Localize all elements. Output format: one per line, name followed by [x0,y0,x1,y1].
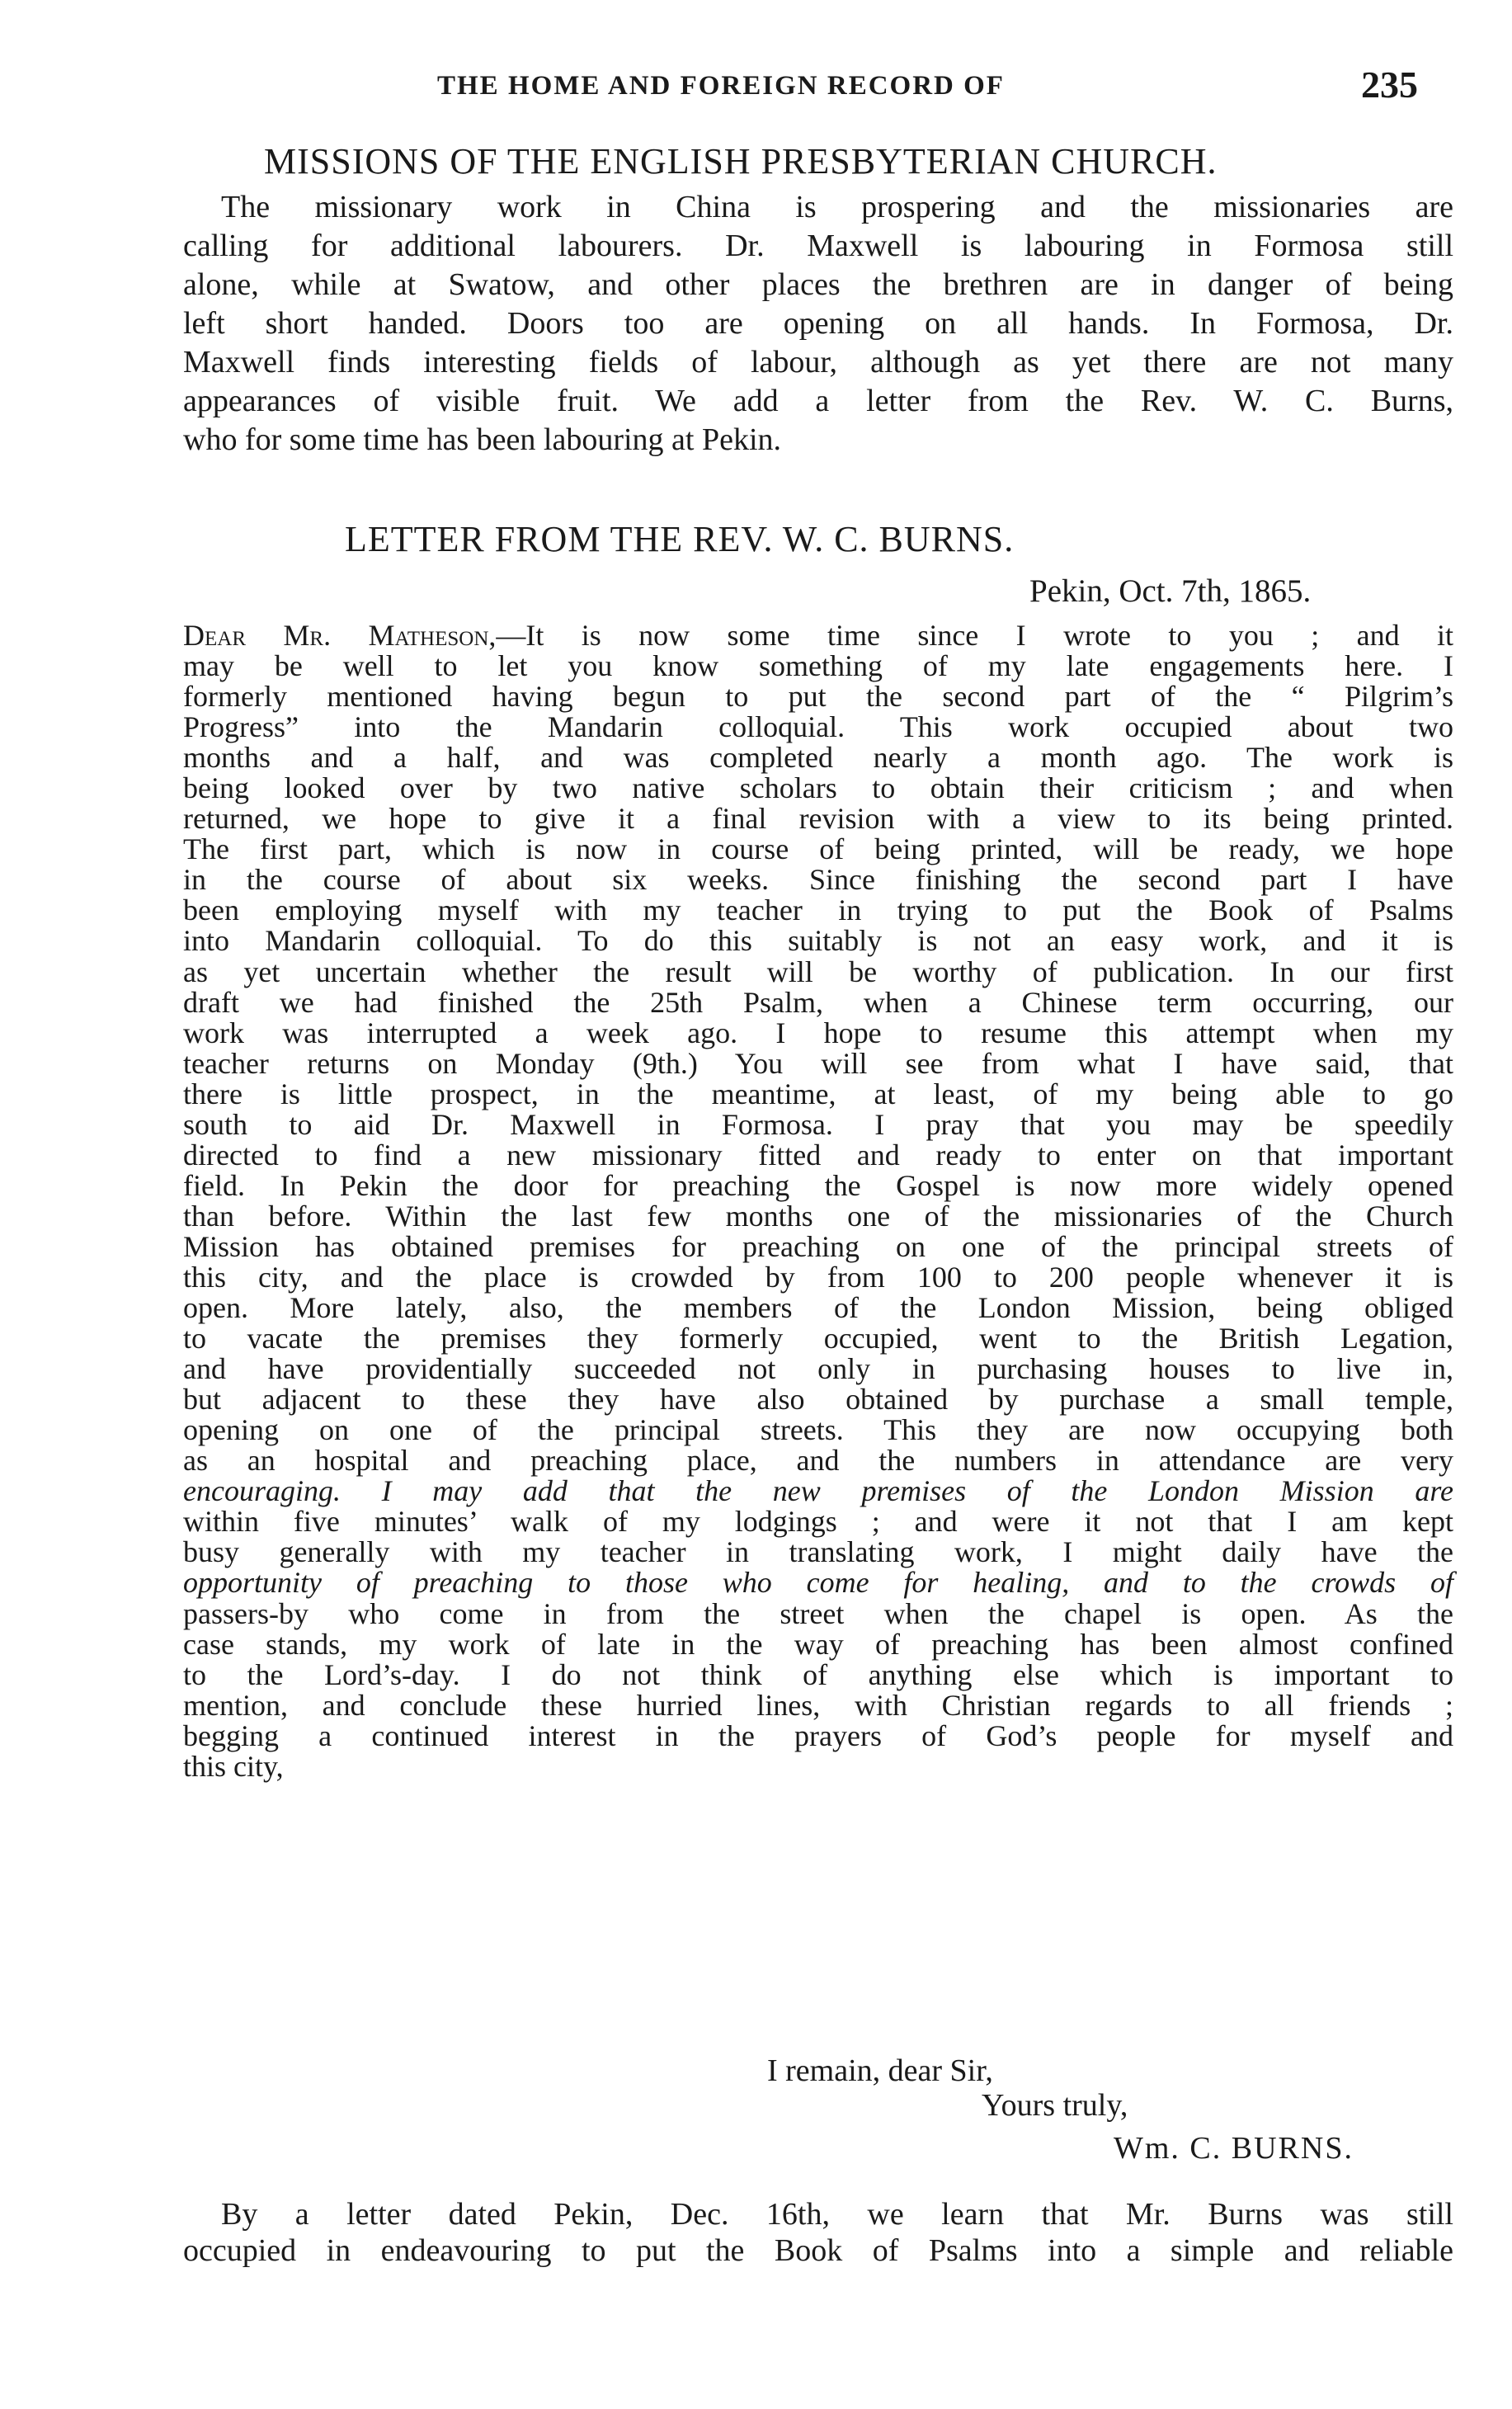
letter-line: directed to find a new missionary fitted and ready to enter on that important [183,1138,1453,1172]
letter-line: within five minutes’ walk of my lodgings ; and were it not that I am kept [183,1505,1453,1539]
letter-line: this city, [183,1749,284,1783]
section-heading: MISSIONS OF THE ENGLISH PRESBYTERIAN CHURCH. [264,141,1218,182]
intro-line: Maxwell finds interesting fields of labour, although as yet there are not many [183,345,1453,380]
closing-paragraph-line: By a letter dated Pekin, Dec. 16th, we learn that Mr. Burns was still [221,2197,1453,2232]
letter-line: to the Lord’s-day. I do not think of anything else which is important to [183,1657,1453,1691]
letter-dateline: Pekin, Oct. 7th, 1865. [1029,573,1312,609]
letter-line: in the course of about six weeks. Since finishing the second part I have [183,863,1453,897]
letter-line: being looked over by two native scholars to obtain their criticism ; and when [183,771,1453,805]
letter-line: opening on one of the principal streets. This they are now occupying both [183,1413,1453,1447]
letter-line: Progress” into the Mandarin colloquial. This work occupied about two [183,710,1453,744]
letter-line: months and a half, and was completed nearly a month ago. The work is [183,741,1453,775]
letter-line: formerly mentioned having begun to put the second part of the “ Pilgrim’s [183,680,1453,714]
letter-line: been employing myself with my teacher in trying to put the Book of Psalms [183,893,1453,927]
letter-line: encouraging. I may add that the new premises of the London Mission are [183,1474,1453,1508]
letter-line: busy generally with my teacher in translating work, I might daily have the [183,1535,1453,1569]
intro-line: left short handed. Doors too are opening on all hands. In Formosa, Dr. [183,306,1453,341]
letter-line: mention, and conclude these hurried lines, with Christian regards to all friends ; [183,1688,1453,1722]
letter-line: draft we had finished the 25th Psalm, when a Chinese term occurring, our [183,985,1453,1019]
intro-line: calling for additional labourers. Dr. Maxwell is labouring in Formosa still [183,229,1453,263]
letter-closing: I remain, dear Sir, [767,2053,993,2088]
letter-line: The first part, which is now in course of being printed, will be ready, we hope [183,832,1453,866]
letter-line: than before. Within the last few months one of the missionaries of the Church [183,1199,1453,1233]
intro-line: who for some time has been labouring at Pekin. [183,422,782,457]
letter-line-text: —It is now some time since I wrote to you ; and it [496,619,1453,652]
letter-line: south to aid Dr. Maxwell in Formosa. I pray that you may be speedily [183,1107,1453,1141]
letter-line: teacher returns on Monday (9th.) You will see from what I have said, that [183,1046,1453,1080]
letter-salutation: Dear Mr. Matheson, [183,619,497,652]
letter-line: passers-by who come in from the street when the chapel is open. As the [183,1596,1453,1630]
intro-line: The missionary work in China is prospering and the missionaries are [221,190,1453,224]
letter-body [183,620,1453,1782]
letter-line: and have providentially succeeded not only in purchasing houses to live in, [183,1352,1453,1386]
letter-valediction: Yours truly, [982,2088,1128,2123]
letter-line: field. In Pekin the door for preaching the Gospel is now more widely opened [183,1168,1453,1202]
letter-line: but adjacent to these they have also obtained by purchase a small temple, [183,1383,1453,1417]
letter-line: case stands, my work of late in the way of preaching has been almost confined [183,1627,1453,1661]
letter-line: this city, and the place is crowded by from 100 to 200 people whenever it is [183,1260,1453,1294]
closing-paragraph [183,2196,1453,2269]
letter-line: opportunity of preaching to those who come for healing, and to the crowds of [183,1566,1453,1600]
running-head: THE HOME AND FOREIGN RECORD OF [437,71,1005,101]
intro-line: alone, while at Swatow, and other places the brethren are in danger of being [183,267,1453,302]
letter-line: returned, we hope to give it a final revision with a view to its being printed. [183,802,1453,836]
letter-line: to vacate the premises they formerly occupied, went to the British Legation, [183,1322,1453,1355]
letter-line: work was interrupted a week ago. I hope to resume this attempt when my [183,1016,1453,1049]
intro-line: appearances of visible fruit. We add a letter from the Rev. W. C. Burns, [183,384,1453,418]
letter-line: may be well to let you know something of my late engagements here. I [183,649,1453,683]
intro-paragraph [183,188,1453,460]
letter-signature: Wm. C. BURNS. [1114,2131,1354,2166]
letter-line: Mission has obtained premises for preaching on one of the principal streets of [183,1229,1453,1263]
letter-line: there is little prospect, in the meantime, at least, of my being able to go [183,1077,1453,1110]
letter-line: into Mandarin colloquial. To do this suitably is not an easy work, and it is [183,924,1453,958]
letter-line: as yet uncertain whether the result will be worthy of publication. In our first [183,955,1453,988]
closing-paragraph-line: occupied in endeavouring to put the Book of Psalms into a simple and reliable [183,2233,1453,2268]
letter-line: as an hospital and preaching place, and the numbers in attendance are very [183,1444,1453,1478]
letter-line: begging a continued interest in the prayers of God’s people for myself and [183,1718,1453,1752]
letter-title: LETTER FROM THE REV. W. C. BURNS. [345,519,1015,559]
letter-line: open. More lately, also, the members of the London Mission, being obliged [183,1291,1453,1325]
letter-line [183,620,1453,651]
page-number: 235 [1361,64,1418,106]
